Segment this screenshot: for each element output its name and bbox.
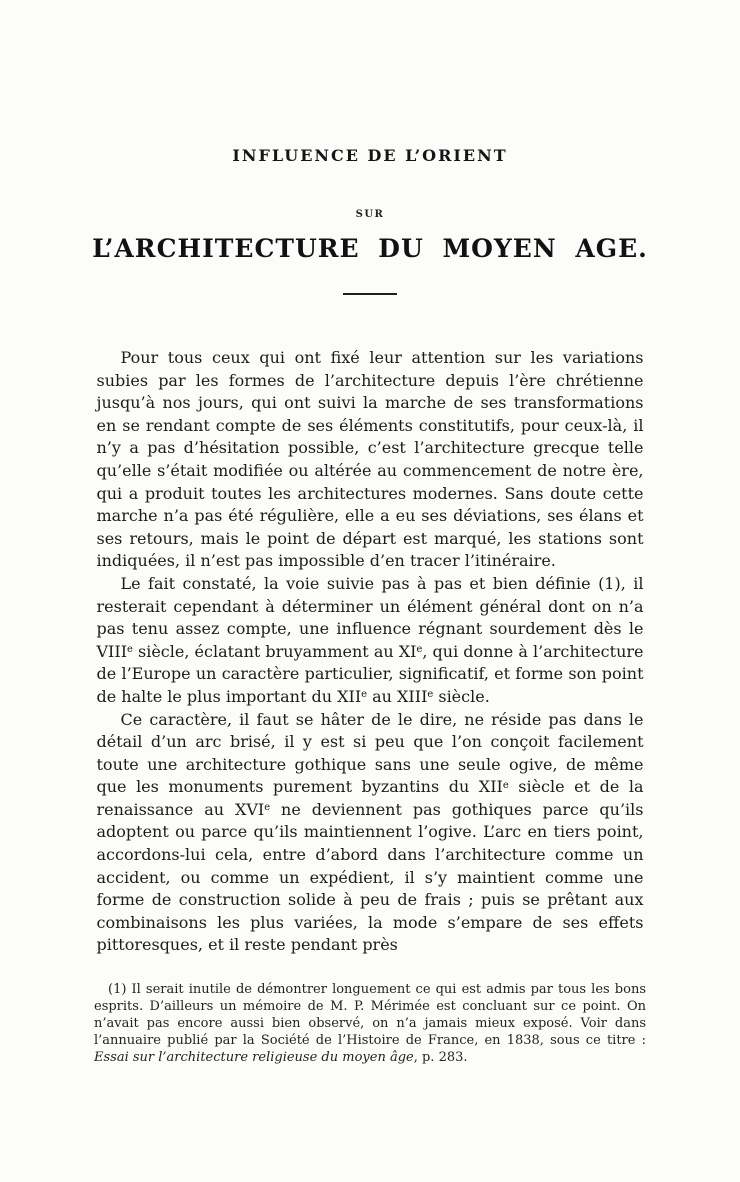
chapter-title-line1: INFLUENCE DE L’ORIENT <box>232 146 508 165</box>
chapter-title-connector: SUR <box>355 209 385 220</box>
footnote-text: (1) Il serait inutile de démontrer longuement ce qui est admis par tous les bons esprits. D’ailleurs un mémoire de M. P. Mérimée est concluant sur ce point. On n’avait pas encore aussi bien observé, on n’a jamais mieux exposé. Voir dans l’annuaire publié par la Société de l’Histoire de France, en 1838, sous ce titre : Essai sur l’architecture religieuse du moyen âge, p. 283. <box>94 982 646 1066</box>
page-body <box>97 347 644 957</box>
body-paragraph-2: Le fait constaté, la voie suivie pas à pas et bien définie (1), il resterait cependant à déterminer un élément général dont on n’a pas tenu assez compte, une influence régnant sourdement dès le VIIIe siècle, éclatant bruyamment au XIe, qui donne à l’architecture de l’Europe un caractère particulier, significatif, et forme son point de halte le plus important du XIIe au XIIIe siècle. <box>96 573 644 706</box>
body-paragraph-3: Ce caractère, il faut se hâter de le dire, ne réside pas dans le détail d’un arc brisé, il y est si peu que l’on conçoit facilement toute une architecture gothique sans une seule ogive, de même que les monuments purement byzantins du XIIe siècle et de la renaissance au XVIe ne deviennent pas gothiques parce qu’ils adoptent ou parce qu’ils maintiennent l’ogive. L’arc en tiers point, accordons-lui cela, entre d’abord dans l’architecture comme un accident, ou comme un expédient, il s’y maintient comme une forme de construction solide à peu de frais ; puis se prêtant aux combinaisons les plus variées, la mode s’empare de ses effets pittoresques, et il reste pendant près <box>96 709 644 955</box>
footnote-section <box>94 981 646 1066</box>
chapter-heading <box>0 0 740 295</box>
body-paragraph-1: Pour tous ceux qui ont fixé leur attention sur les variations subies par les formes de l’architecture depuis l’ère chrétienne jusqu’à nos jours, qui ont suivi la marche de ses transformations en se rendant compte de ses éléments constitutifs, pour ceux-là, il n’y a pas d’hésitation possible, c’est l’architecture grecque telle qu’elle s’était modifiée ou altérée au commencement de notre ère, qui a produit toutes les architectures modernes. Sans doute cette marche n’a pas été régulière, elle a eu ses déviations, ses élans et ses retours, mais le point de départ est marqué, les stations sont indiquées, il n’est pas impossible d’en tracer l’itinéraire. <box>96 348 644 571</box>
title-divider-rule <box>343 293 397 295</box>
chapter-title-line2: L’ARCHITECTURE DU MOYEN AGE. <box>92 234 648 263</box>
